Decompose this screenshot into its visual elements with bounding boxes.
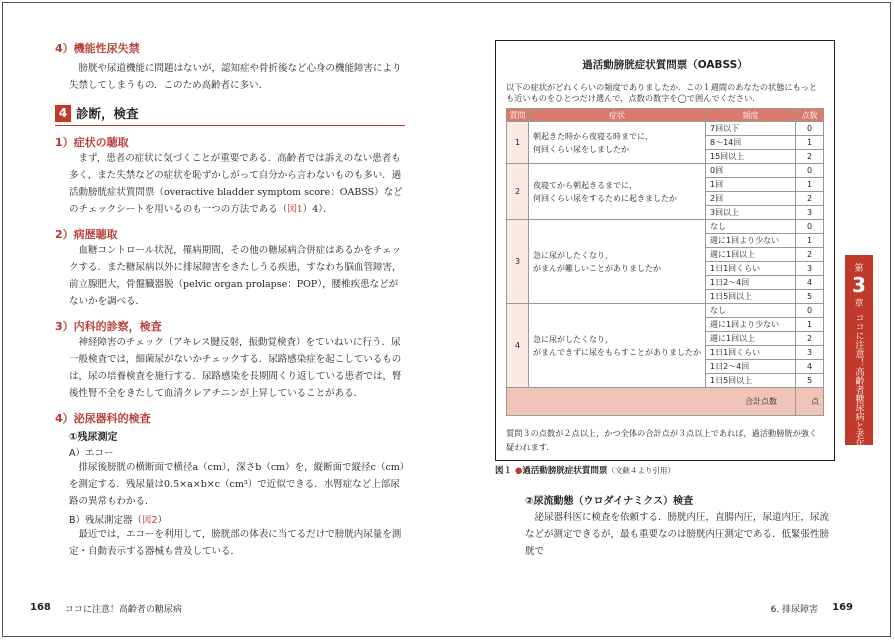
chapter-title: ココに注意！高齢者糖尿病と老年症候群 <box>853 313 864 475</box>
frequency-cell: 0回 <box>706 164 796 178</box>
questionnaire-note: 質問３の点数が２点以上，かつ全体の合計点が３点以上であれば，過活動膀胱が強く疑われます． <box>506 428 818 452</box>
frequency-cell: 週に1回より少ない <box>706 234 796 248</box>
total-unit[interactable]: 点 <box>796 388 824 416</box>
question-text: 夜寝てから朝起きるまでに， 何回くらい尿をするために起きましたか <box>529 164 706 220</box>
score-cell[interactable]: 0 <box>796 304 824 318</box>
frequency-cell: 2回 <box>706 192 796 206</box>
frequency-cell: 1回 <box>706 178 796 192</box>
score-cell[interactable]: 0 <box>796 122 824 136</box>
table-header: 頻度 <box>706 109 796 122</box>
sub-heading: B）残尿測定器（図2） <box>69 515 168 526</box>
score-cell[interactable]: 2 <box>796 192 824 206</box>
figure-reference[interactable]: 図1 <box>287 204 303 215</box>
table-row <box>507 164 824 178</box>
frequency-cell: 週に1回以上 <box>706 332 796 346</box>
frequency-cell: なし <box>706 220 796 234</box>
frequency-cell: 8～14回 <box>706 136 796 150</box>
table-header: 点数 <box>796 109 824 122</box>
left-page <box>55 40 405 560</box>
paragraph: 排尿後膀胱の横断面で横径a（cm），深さb（cm）を，縦断面で縦径c（cm）を測定する．残尿量は0.5×a×b×c（cm³）で近似できる．水腎症など上部尿路の異常もわかる． <box>69 462 405 507</box>
frequency-cell: 1日1回くらい <box>706 262 796 276</box>
right-page <box>495 40 835 560</box>
question-number: 1 <box>507 122 529 164</box>
footer-left <box>30 602 182 615</box>
frequency-cell: 7回以下 <box>706 122 796 136</box>
score-cell[interactable]: 2 <box>796 248 824 262</box>
sub-heading: A）エコー <box>69 448 114 459</box>
table-row <box>507 220 824 234</box>
figure-reference[interactable]: 図2 <box>142 515 158 526</box>
frequency-cell: 1日5回以上 <box>706 290 796 304</box>
score-cell[interactable]: 1 <box>796 178 824 192</box>
question-number: 4 <box>507 304 529 388</box>
question-text: 急に尿がしたくなり， がまんが難しいことがありましたか <box>529 220 706 304</box>
questionnaire-intro: 以下の症状がどれくらいの頻度でありましたか．この１週間のあなたの状態にもっとも近いものをひとつだけ選んで，点数の数字を◯で囲んでください． <box>506 82 818 103</box>
paragraph: 神経障害のチェック（アキレス腱反射，振動覚検査）をていねいに行う．尿一般検査では，細菌尿がないかチェックする．尿路感染症を起こしているものは，尿の培養検査を施行する．尿路感染を長期間くり返している患者では，腎後性腎不全をきたして血清クレアチニンが上昇していることがある． <box>69 337 402 399</box>
subsection-heading: 2）病歴聴取 <box>55 228 118 241</box>
paragraph: 血糖コントロール状況，罹病期間，その他の糖尿病合併症はあるかをチェックする．また糖尿病以外に排尿障害をきたしうる疾患，すなわち脳血管障害，前立腺肥大，骨盤臓器脱（pelvic organ prolapse：POP），腰椎疾患などがないかを調べる． <box>69 245 402 307</box>
paragraph: 最近では，エコーを利用して，膀胱部の体表に当てるだけで膀胱内尿量を測定・自動表示する器械も普及している． <box>69 529 402 557</box>
score-cell[interactable]: 0 <box>796 164 824 178</box>
score-cell[interactable]: 2 <box>796 150 824 164</box>
questionnaire-table <box>506 108 824 416</box>
subsection-heading: 4）泌尿器科的検査 <box>55 412 151 425</box>
table-row <box>507 304 824 318</box>
chapter-tab: 第 3 章 ココに注意！高齢者糖尿病と老年症候群 <box>845 255 873 445</box>
question-text: 朝起きた時から夜寝る時までに， 何回くらい尿をしましたか <box>529 122 706 164</box>
total-label: 合計点数 <box>507 388 796 416</box>
score-cell[interactable]: 4 <box>796 276 824 290</box>
paragraph: 膀胱や尿道機能に問題はないが，認知症や骨折後など心身の機能障害により失禁してしまうもの．このため高齢者に多い． <box>69 63 402 91</box>
frequency-cell: 1日1回くらい <box>706 346 796 360</box>
score-cell[interactable]: 2 <box>796 332 824 346</box>
question-number: 2 <box>507 164 529 220</box>
table-header: 症状 <box>529 109 706 122</box>
total-row <box>507 388 824 416</box>
frequency-cell: 週に1回以上 <box>706 248 796 262</box>
frequency-cell: 1日5回以上 <box>706 374 796 388</box>
subsection-heading: 1）症状の聴取 <box>55 136 129 149</box>
questionnaire-box <box>495 40 835 461</box>
frequency-cell: 1日2～4回 <box>706 360 796 374</box>
section-number: 4 <box>55 105 71 122</box>
score-cell[interactable]: 1 <box>796 318 824 332</box>
score-cell[interactable]: 0 <box>796 220 824 234</box>
score-cell[interactable]: 1 <box>796 234 824 248</box>
score-cell[interactable]: 1 <box>796 136 824 150</box>
table-header: 質問 <box>507 109 529 122</box>
question-text: 急に尿がしたくなり， がまんできずに尿をもらすことがありましたか <box>529 304 706 388</box>
sub-heading: ①残尿測定 <box>69 432 118 443</box>
subsection-heading: 4）機能性尿失禁 <box>55 42 140 55</box>
frequency-cell: 3回以上 <box>706 206 796 220</box>
score-cell[interactable]: 3 <box>796 206 824 220</box>
score-cell[interactable]: 5 <box>796 374 824 388</box>
frequency-cell: なし <box>706 304 796 318</box>
score-cell[interactable]: 3 <box>796 262 824 276</box>
questionnaire-title: 過活動膀胱症状質問票（OABSS） <box>582 59 748 71</box>
section-title: 診断，検査 <box>76 106 139 121</box>
frequency-cell: 15回以上 <box>706 150 796 164</box>
paragraph: 泌尿器科医に検査を依頼する．膀胱内圧，直腸内圧，尿道内圧，尿流などが測定できるが，最も重要なのは膀胱内圧測定である．低緊張性膀胱で <box>525 512 830 557</box>
question-number: 3 <box>507 220 529 304</box>
frequency-cell: 1日2～4回 <box>706 276 796 290</box>
sub-heading: ②尿流動態（ウロダイナミクス）検査 <box>525 496 694 507</box>
score-cell[interactable]: 5 <box>796 290 824 304</box>
subsection-heading: 3）内科的診察，検査 <box>55 320 162 333</box>
frequency-cell: 週に1回より少ない <box>706 318 796 332</box>
page-number: 168 <box>30 602 51 613</box>
score-cell[interactable]: 4 <box>796 360 824 374</box>
chapter-number: 3 <box>852 273 866 297</box>
footer-right <box>771 602 853 615</box>
running-title: ココに注意！高齢者の糖尿病 <box>64 605 182 615</box>
table-row <box>507 122 824 136</box>
running-title: 6. 排尿障害 <box>770 605 819 615</box>
paragraph: まず，患者の症状に気づくことが重要である．高齢者では訴えのない患者も多く，また失禁などの症状を恥ずかしがって自分から言わないものも多い．過活動膀胱症状質問票（overactive bladder symptom score：OABSS）などのチェックシートを用いるのも一つの方法である（図1）4）． <box>69 153 403 215</box>
page-number: 169 <box>832 602 853 613</box>
score-cell[interactable]: 3 <box>796 346 824 360</box>
figure-caption: 図１ ●過活動膀胱症状質問票（文献４より引用） <box>495 466 675 476</box>
section-heading <box>55 104 405 126</box>
